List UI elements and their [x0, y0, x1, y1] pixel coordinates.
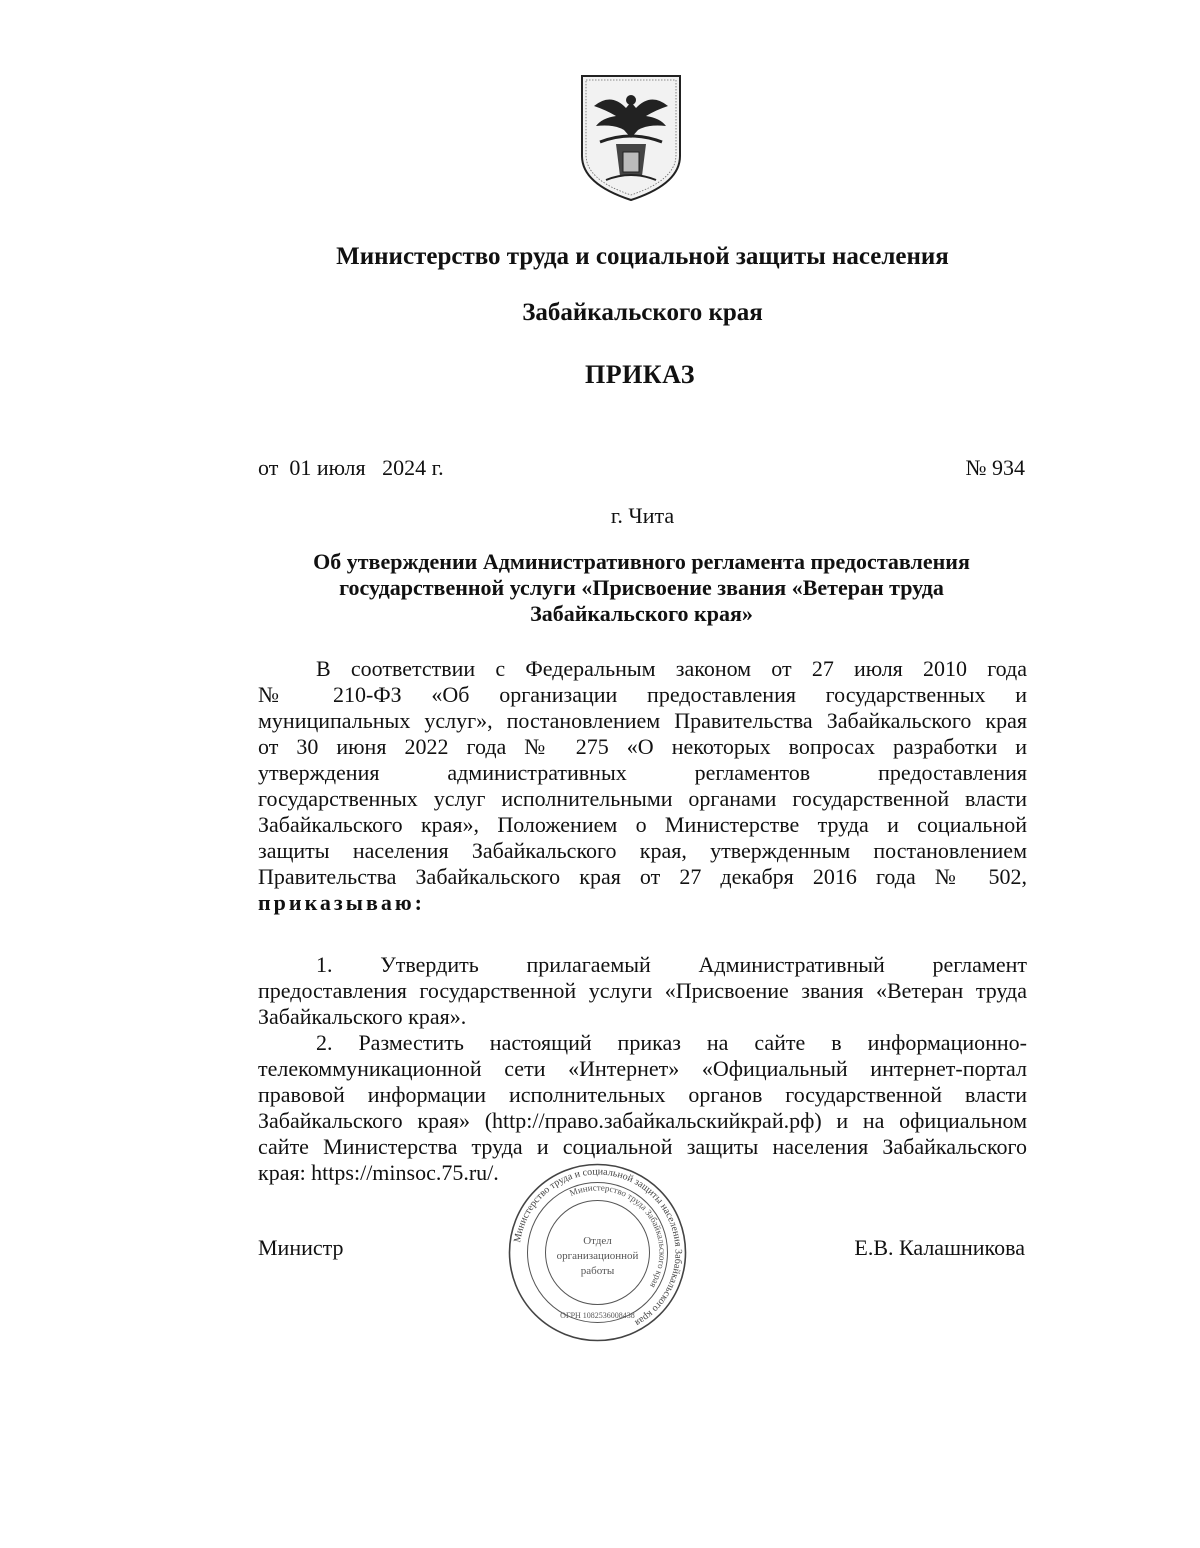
- stamp-outer-text: Министерство труда и социальной защиты населения Забайкальского края: [512, 1166, 684, 1329]
- preamble-line: от 30 июня 2022 года № 275 «О некоторых вопросах разработки и: [258, 734, 1027, 759]
- preamble-line: муниципальных услуг», постановлением Правительства Забайкальского края: [258, 708, 1027, 733]
- order-date: от 01 июля 2024 г.: [258, 455, 444, 480]
- order-title-line: Об утверждении Административного регламента предоставления: [313, 549, 970, 574]
- item-line: предоставления государственной услуги «Присвоение звания «Ветеран труда: [258, 978, 1027, 1003]
- item-line: правовой информации исполнительных органов государственной власти: [258, 1082, 1027, 1107]
- preamble-line: № 210-ФЗ «Об организации предоставления государственных и: [258, 682, 1027, 707]
- stamp-center-line: работы: [580, 1265, 615, 1277]
- item-line: 2. Разместить настоящий приказ на сайте в информационно-: [316, 1030, 1027, 1055]
- preamble-line: утверждения административных регламентов предоставления: [258, 760, 1027, 785]
- official-stamp: [505, 1160, 690, 1345]
- order-number: № 934: [965, 455, 1025, 480]
- stamp-ogrn: ОГРН 1082536008438: [560, 1311, 635, 1320]
- order-title-line: Забайкальского края»: [530, 601, 753, 626]
- item-line: 1. Утвердить прилагаемый Административный регламент: [316, 952, 1027, 977]
- stamp-center-line: организационной: [556, 1250, 639, 1262]
- stamp-inner-text: Министерство труда Забайкальского края: [568, 1182, 668, 1290]
- ministry-name-line1: Министерство труда и социальной защиты населения: [336, 243, 949, 270]
- item-line: края: https://minsoc.75.ru/.: [258, 1160, 499, 1185]
- stamp-center-line: Отдел: [583, 1235, 612, 1247]
- preamble-line: Правительства Забайкальского края от 27 декабря 2016 года № 502,: [258, 864, 1027, 889]
- item-line: сайте Министерства труда и социальной защиты населения Забайкальского: [258, 1134, 1027, 1159]
- signatory-name: Е.В. Калашникова: [854, 1235, 1025, 1260]
- preamble-line: государственных услуг исполнительными органами государственной власти: [258, 786, 1027, 811]
- document-type-heading: ПРИКАЗ: [584, 360, 696, 389]
- preamble-line: В соответствии с Федеральным законом от 27 июля 2010 года: [316, 656, 1027, 681]
- preamble-line: защиты населения Забайкальского края, утвержденным постановлением: [258, 838, 1027, 863]
- city-name: г. Чита: [610, 503, 675, 528]
- preamble-line: Забайкальского края», Положением о Министерстве труда и социальной: [258, 812, 1027, 837]
- item-line: Забайкальского края».: [258, 1004, 467, 1029]
- item-line: телекоммуникационной сети «Интернет» «Официальный интернет-портал: [258, 1056, 1027, 1081]
- order-word: приказываю:: [258, 890, 425, 915]
- ministry-name-line2: Забайкальского края: [522, 299, 763, 326]
- order-items: [258, 952, 1027, 1186]
- signatory-position: Министр: [258, 1235, 344, 1260]
- item-line: Забайкальского края» (http://право.забайкальскийкрай.рф) и на официальном: [258, 1108, 1027, 1133]
- order-title: [258, 549, 1025, 627]
- coat-of-arms-emblem: [576, 72, 686, 204]
- preamble-paragraph: [258, 656, 1027, 916]
- order-title-line: государственной услуги «Присвоение звания «Ветеран труда: [339, 575, 944, 600]
